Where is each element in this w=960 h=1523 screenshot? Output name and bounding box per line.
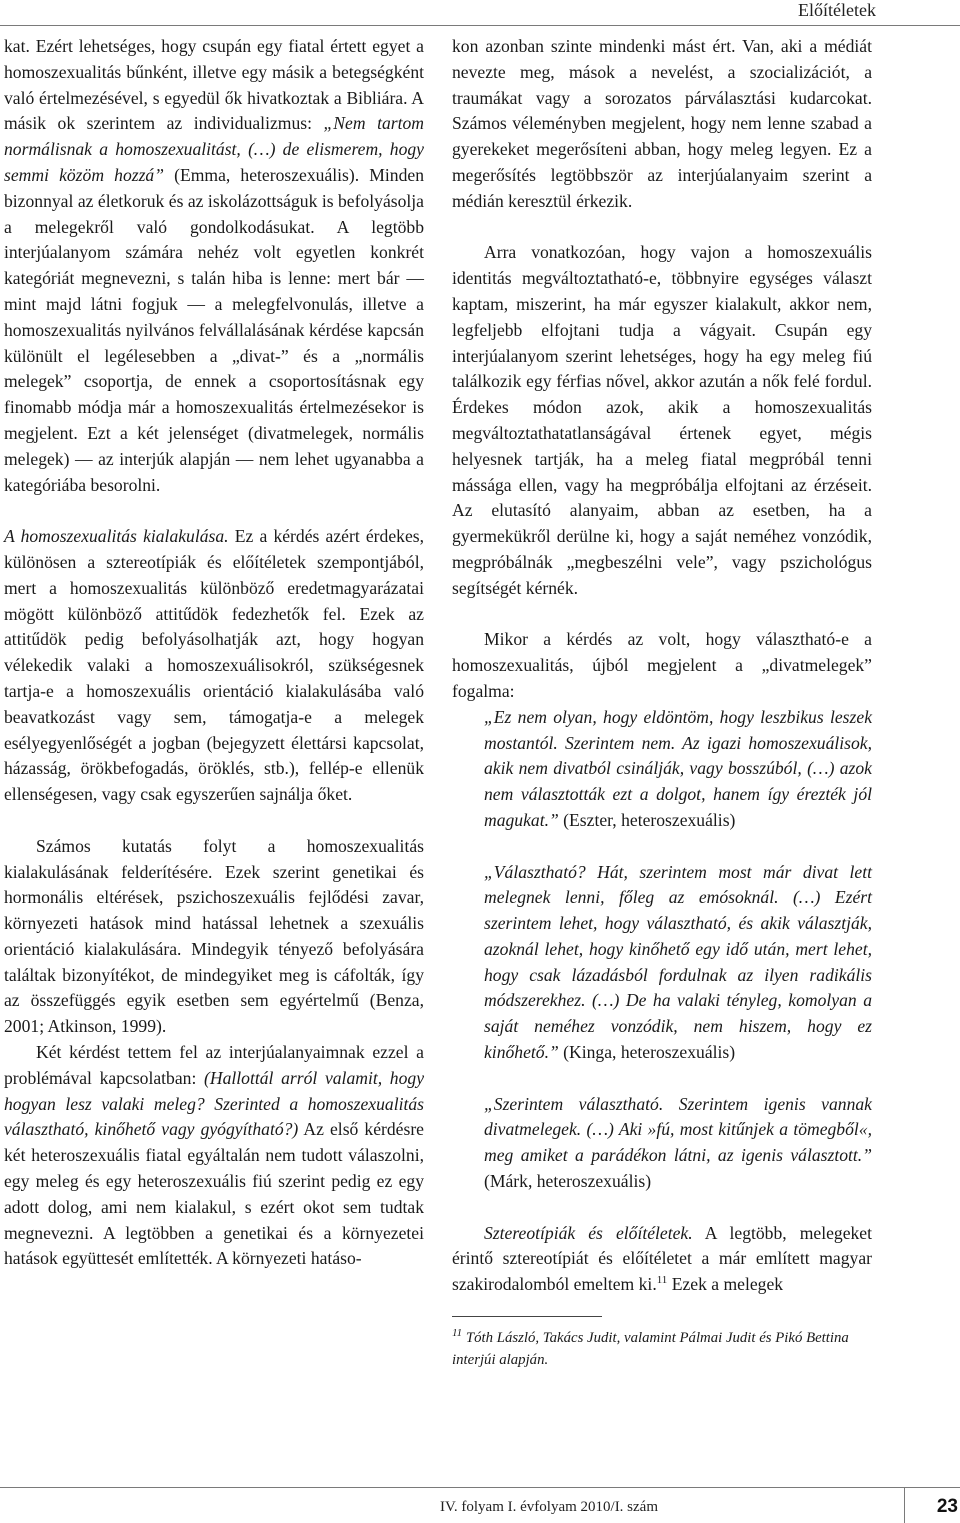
paragraph-6: Arra vonatkozóan, hogy vajon a homoszexuális identitás megváltoztatható-e, többnyire egységes választ kaptam, miszerint, ha már egyszer kialakult, akkor nem, legfeljebb elfojtani tudja a vágyait. Csupán egy interjúalanyom szerint lehetséges, hogy ha egy meleg fiú találkozik egy férfias nővel, akkor azután a nők felé fordul. Érdekes módon azok, akik a homoszexualitás megváltoztathatatlanságával értenek egyet, mégis helyesnek tartják, ha a meleg fiatal megpróbál tenni mássága ellen, vagy ha megpróbálja elfojtani az érzéseit. Az elutasító alanyaim, abban az esetben, ha a gyermekükről derülne ki, hogy a saját neméhez vonzódik, megpróbálnák „megbeszélni vele”, vagy pszichológus segítségét kérnék. [452, 242, 872, 598]
quote-mark-text: „Szerintem választható. Szerintem igenis vannak divatmelegek. (…) Aki »fú, most kitűnjek a tömegből«, meg amiket a parádékon látni, az igenis választott.” [484, 1093, 872, 1166]
left-column [4, 34, 424, 1272]
quote-kinga [452, 860, 872, 1066]
section-heading-origin: A homoszexualitás kialakulása. [4, 526, 229, 547]
paragraph-5: kon azonban szinte mindenki mást ért. Van, aki a médiát nevezte meg, mások a nevelést, a szocializációt, a traumákat vagy a sorozatos párválasztási kudarcokat. Számos véleményben megjelent, hogy nem lenne szabad a gyerekeket megerősíteni abban, hogy meleg legyen. Ez a megerősítés legtöbbször az interjúalanyaim szerint a médián keresztül érkezik. [452, 36, 872, 211]
quote-mark [452, 1092, 872, 1195]
header-rule [0, 25, 960, 26]
paragraph-3: Számos kutatás folyt a homoszexualitás kialakulásának felderítésére. Ezek szerint genetikai és hormonális eltérések, pszichoszexuális fejlődési zavar, környezeti hatások mind hatással lehetnek a szexuális orientáció kialakulására. Mindegyik tényező befolyására találtak bizonyítékot, de mindegyiket meg is cáfolták, így az összefüggés egyik esetben sem egyértelmű (Benza, 2001; Atkinson, 1999). [4, 835, 424, 1037]
paragraph-2 [4, 524, 424, 808]
paragraph-4 [4, 1040, 424, 1272]
footnote [452, 1327, 872, 1371]
footnote-text: Tóth László, Takács Judit, valamint Pálmai Judit és Pikó Bettina interjúi alapján. [452, 1330, 849, 1369]
paragraph-2-body: Ez a kérdés azért érdekes, különösen a sztereotípiák és előítéletek szempontjából, mert a homoszexualitás különböző eredetmagyarázatai mögött különböző attitűdök fedezhetők fel. Ezek az attitűdök pedig befolyásolhatják azt, hogy hogyan vélekedik valaki a homoszexuálisokról, szükségesnek tartja-e a homoszexuális orientáció kialakulásába való beavatkozást vagy sem, támogatja-e a melegek esélyegyenlőségét a jogban (bejegyzett élettársi kapcsolat, házasság, örökbefogadás, öröklés, stb.), fellép-e ellenük ellenségesen, vagy csak egyszerűen sajnálja őket. [4, 526, 424, 805]
paragraph-4-text-a: Két kérdést tettem fel az interjúalanyaimnak ezzel a problémával kapcsolatban: [4, 1042, 424, 1088]
footnote-rule [452, 1316, 602, 1317]
quote-mark-attribution: (Márk, heteroszexuális) [484, 1171, 652, 1192]
quote-eszter [452, 705, 872, 834]
paragraph-7: Mikor a kérdés az volt, hogy választható-e a homoszexualitás, újból megjelent a „divatmelegek” fogalma: [452, 629, 872, 701]
footnote-number: 11 [452, 1327, 463, 1340]
paragraph-8-body: A legtöbb, melegeket érintő sztereotípiát és előítéletet a már említett magyar szakirodalomból emeltem ki. [452, 1222, 873, 1295]
running-title: Előítéletek [798, 0, 876, 20]
quote-eszter-attribution: (Eszter, heteroszexuális) [558, 809, 736, 830]
quote-kinga-text: „Választható? Hát, szerintem most már divat lett melegnek lenni, főleg az emósoknál. (…) Ezért szerintem lehet, hogy választható, és akik választják, azoknál lehet, hogy kinőhető egy idő után, mert lehet, hogy csak lázadásból fordulnak az ilyen radikális módszerekhez. (…) De ha valaki tényleg, komolyan a saját neméhez vonzódik, nem hiszem, hogy ez kinőhető.” [484, 861, 872, 1063]
paragraph-4-text-b: Az első kérdésre két heteroszexuális fiatal egyáltalán nem tudott válaszolni, egy meleg és egy heteroszexuális fiú szerint pedig ez egy adott dolog, ami nem kialakul, s ezért okot sem tudtak megnevezni. A legtöbben a genetikai és a környezetei hatások együttesét említették. A környezeti hatáso- [4, 1119, 424, 1269]
issue-label: IV. folyam I. évfolyam 2010/I. szám [440, 1499, 659, 1515]
paragraph-8 [452, 1221, 872, 1298]
page-number: 23 [936, 1496, 958, 1517]
paragraph-1-text-b: (Emma, heteroszexuális). Minden bizonnyal az életkoruk és az iskolázottságuk is befolyásolja a melegekről való gondolkodásukat. A legtöbb interjúalanyom számára nehéz volt egyetlen konkrét kategóriát megnevezni, s talán hiba is lenne: mert bár ― mint majd látni fogjuk ― a melegfelvonulás, illetve a homoszexualitás nyilvános felvállalásának kérdése kapcsán különült el legélesebben a „divat-” és a „normális melegek” csoportja, de ennek a csoportosításnak egy finomabb módja már a homoszexualitás értelmezésekor is megjelent. Ezt a két jelenséget (divatmelegek, normális melegek) ― az interjúk alapján ― nem lehet ugyanabba a kategóriába besorolni. [4, 164, 424, 495]
paragraph-8-tail: Ezek a melegek [667, 1274, 784, 1295]
paragraph-1-text-a: kat. Ezért lehetséges, hogy csupán egy fiatal értett egyet a homoszexualitás bűnként, illetve egy másik a betegségként való értelmezésével, s egyedül ők hivatkoztak a Bibliára. A másik ok szerintem az individualizmus: [4, 36, 424, 134]
footer-divider [904, 1488, 905, 1523]
quote-eszter-text: „Ez nem olyan, hogy eldöntöm, hogy leszbikus leszek mostantól. Szerintem nem. Az igazi homoszexuálisok, akik nem divatból csinálják, vagy bosszúból, (…) azok nem választották ezt a dolgot, hanem így érezték jól magukat.” [484, 706, 872, 830]
right-column [452, 34, 872, 1371]
paragraph-1 [4, 34, 424, 498]
footer-rule [0, 1487, 960, 1488]
interview-questions: (Hallottál arról valamit, hogy hogyan lesz valaki meleg? Szerinted a homoszexualitás választható, kinőhető vagy gyógyítható?) [4, 1067, 425, 1140]
emma-quote: „Nem tartom normálisnak a homoszexualitást, (…) de elismerem, hogy semmi közöm hozzá” [4, 113, 424, 185]
quote-kinga-attribution: (Kinga, heteroszexuális) [558, 1042, 736, 1063]
section-heading-stereotypes: Sztereotípiák és előítéletek. [484, 1222, 693, 1243]
footnote-reference: 11 [656, 1274, 668, 1287]
